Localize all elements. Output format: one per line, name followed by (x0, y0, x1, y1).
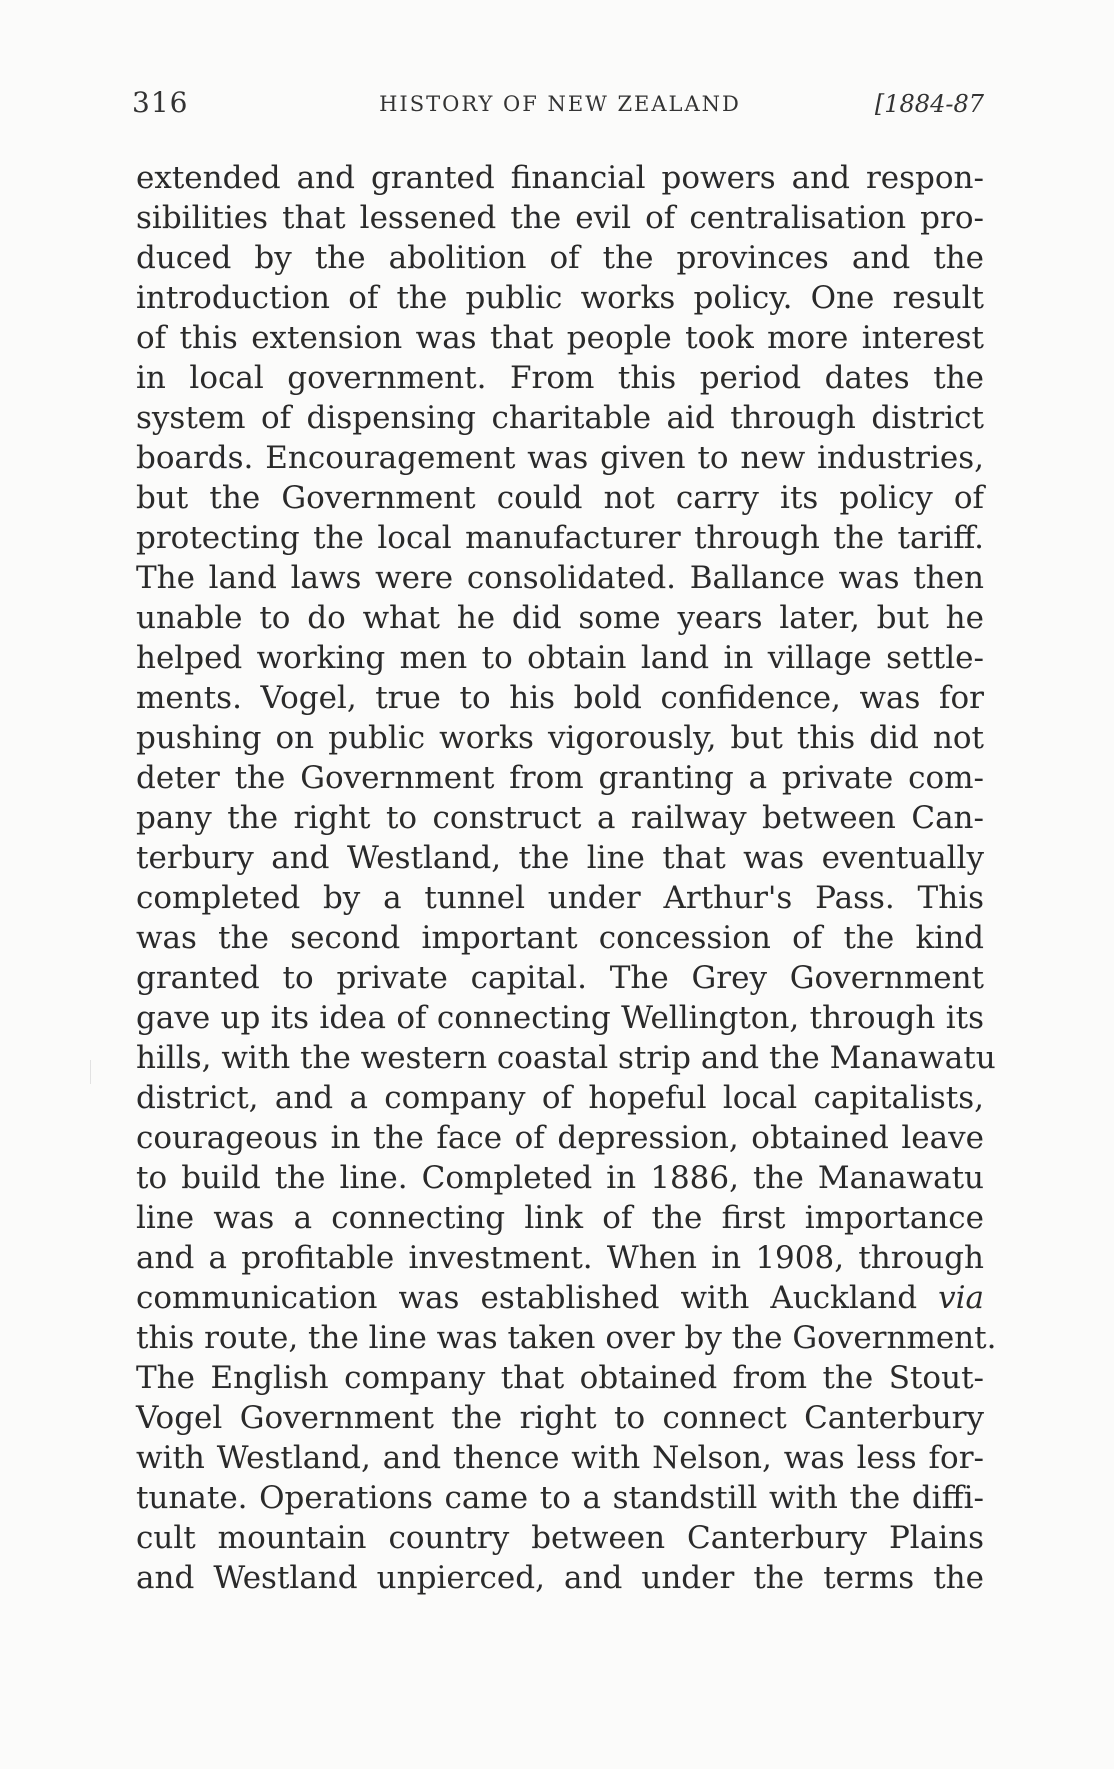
date-range: [1884-87 (874, 90, 984, 118)
text-line: sibilities that lessened the evil of centralisation pro- (136, 200, 984, 236)
text-line: tunate. Operations came to a standstill with the diffi- (136, 1480, 984, 1516)
text-line: pushing on public works vigorously, but this did not (136, 720, 984, 756)
text-line: line was a connecting link of the first importance (136, 1200, 984, 1236)
text-line: granted to private capital. The Grey Government (136, 960, 984, 996)
italic-via: via (938, 1280, 984, 1316)
margin-mark (90, 1060, 91, 1084)
text-line: this route, the line was taken over by the Government. (136, 1320, 997, 1356)
text-line: unable to do what he did some years later, but he (136, 600, 984, 636)
text-line: system of dispensing charitable aid through district (136, 400, 984, 436)
text-line: courageous in the face of depression, obtained leave (136, 1120, 984, 1156)
text-line: of this extension was that people took more interest (136, 320, 984, 356)
running-title: HISTORY OF NEW ZEALAND (379, 92, 741, 116)
text-line: district, and a company of hopeful local capitalists, (136, 1080, 984, 1116)
body-text (136, 158, 997, 1598)
text-line: terbury and Westland, the line that was eventually (136, 840, 984, 876)
text-line: protecting the local manufacturer through the tariff. (136, 520, 984, 556)
text-line: to build the line. Completed in 1886, the Manawatu (136, 1160, 984, 1196)
text-line: extended and granted financial powers and respon- (136, 160, 984, 196)
text-line: was the second important concession of the kind (136, 920, 984, 956)
text-line: ments. Vogel, true to his bold confidence, was for (136, 680, 984, 716)
text-line: with Westland, and thence with Nelson, was less for- (136, 1440, 984, 1476)
text-line: The English company that obtained from the Stout- (136, 1360, 984, 1396)
text-line: Vogel Government the right to connect Canterbury (136, 1400, 984, 1436)
page-number: 316 (132, 86, 189, 119)
text-line: introduction of the public works policy. One result (136, 280, 984, 316)
running-head (132, 86, 988, 126)
text-line: but the Government could not carry its policy of (136, 480, 984, 516)
text-line: helped working men to obtain land in village settle- (136, 640, 984, 676)
text-line: in local government. From this period dates the (136, 360, 984, 396)
text-line: duced by the abolition of the provinces and the (136, 240, 984, 276)
text-line: and Westland unpierced, and under the terms the (136, 1560, 984, 1596)
text-line-main: communication was established with Auckland (136, 1280, 918, 1316)
text-line: pany the right to construct a railway between Can- (136, 800, 984, 836)
text-line: boards. Encouragement was given to new industries, (136, 440, 984, 476)
text-line: gave up its idea of connecting Wellington, through its (136, 1000, 984, 1036)
text-line: cult mountain country between Canterbury Plains (136, 1520, 984, 1556)
text-line: The land laws were consolidated. Ballance was then (136, 560, 984, 596)
text-line: completed by a tunnel under Arthur's Pass. This (136, 880, 984, 916)
text-line: and a profitable investment. When in 1908, through (136, 1240, 984, 1276)
text-line: hills, with the western coastal strip and the Manawatu (136, 1040, 996, 1076)
text-line-with-italic (136, 1278, 984, 1318)
text-line: deter the Government from granting a private com- (136, 760, 984, 796)
